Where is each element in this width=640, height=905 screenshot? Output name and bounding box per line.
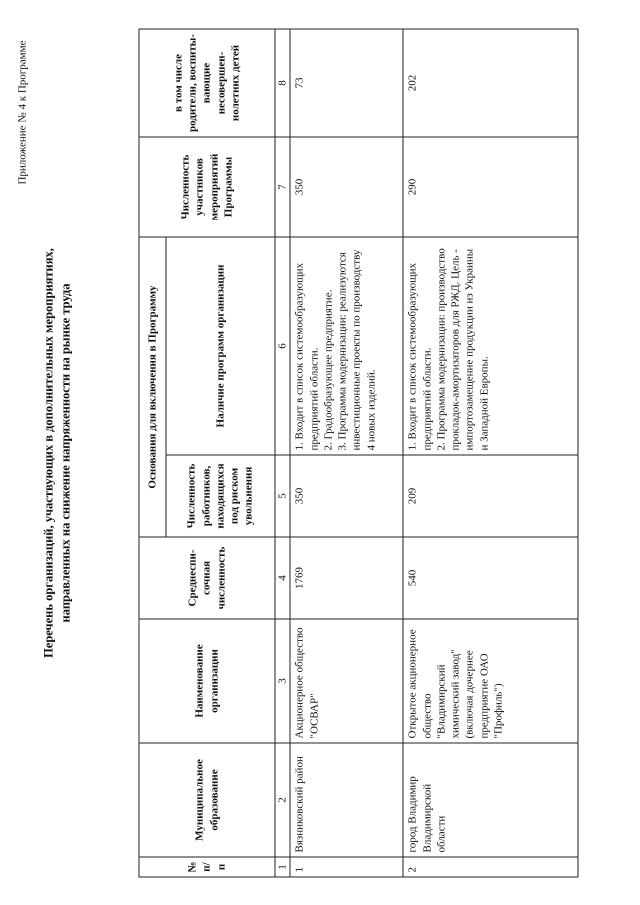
row-programs xyxy=(290,237,403,455)
header-avg-count: Среднеспи-сочная численность xyxy=(139,537,275,619)
row-participants: 350 xyxy=(290,137,403,237)
title-line-2: направленных на снижение напряженности на рынке труда xyxy=(57,283,72,622)
header-parents: в том числе родители, воспиты-вающие несовершен-нолетних детей xyxy=(139,29,275,137)
document-title xyxy=(40,40,74,865)
col-number: 4 xyxy=(275,537,290,619)
header-num: № п/п xyxy=(139,857,275,877)
row-avg-count: 540 xyxy=(403,537,578,619)
col-number: 2 xyxy=(275,743,290,857)
row-programs xyxy=(403,237,578,455)
appendix-label: Приложение № 4 к Программе xyxy=(16,40,28,185)
col-number: 5 xyxy=(275,455,290,537)
program-item: 2. Градообразующее предприятие. xyxy=(321,289,334,450)
header-grounds: Основания для включения в Программу xyxy=(139,237,166,537)
row-avg-count: 1769 xyxy=(290,537,403,619)
col-number: 7 xyxy=(275,137,290,237)
row-num: 2 xyxy=(403,857,578,877)
table-row xyxy=(290,29,403,877)
table-row xyxy=(403,29,578,877)
row-organization: Открытое акционерное общество "Владимирский химический завод" (включая дочернее предприятие ОАО "Профиль") xyxy=(403,619,578,743)
col-number: 3 xyxy=(275,619,290,743)
row-num: 1 xyxy=(290,857,403,877)
col-number: 6 xyxy=(275,237,290,455)
row-risk-workers: 209 xyxy=(403,455,578,537)
organizations-table xyxy=(138,28,578,877)
row-risk-workers: 350 xyxy=(290,455,403,537)
header-risk-workers: Численность работников, находящихся под риском увольнения xyxy=(166,455,275,537)
col-number: 1 xyxy=(275,857,290,877)
header-participants: Численность участников мероприятий Программы xyxy=(139,137,275,237)
row-municipality: Вязниковский район xyxy=(290,743,403,857)
row-organization: Акционерное общество "ОСВАР" xyxy=(290,619,403,743)
program-item: 1. Входит в список системообразующих предприятий области. xyxy=(293,262,320,450)
col-number: 8 xyxy=(275,29,290,137)
row-municipality: город Владимир Владимирской области xyxy=(403,743,578,857)
header-programs: Наличие программ организации xyxy=(166,237,275,455)
header-municipality: Муниципальное образование xyxy=(139,743,275,857)
row-parents: 73 xyxy=(290,29,403,137)
column-number-row xyxy=(275,29,290,877)
row-parents: 202 xyxy=(403,29,578,137)
title-line-1: Перечень организаций, участвующих в дополнительных мероприятиях, xyxy=(41,247,55,658)
header-organization: Наименование организации xyxy=(139,619,275,743)
row-participants: 290 xyxy=(403,137,578,237)
program-item: 2. Программа модернизации: производство прокладок-амортизаторов для РЖД. Цель - импортозамещение продукции из Украины и Западной Европы. xyxy=(434,247,490,450)
program-item: 3. Программа модернизации: реализуются инвестиционные проекты по производству 4 новых изделий. xyxy=(336,249,377,450)
program-item: 1. Входит в список системообразующих предприятий области. xyxy=(406,262,433,450)
